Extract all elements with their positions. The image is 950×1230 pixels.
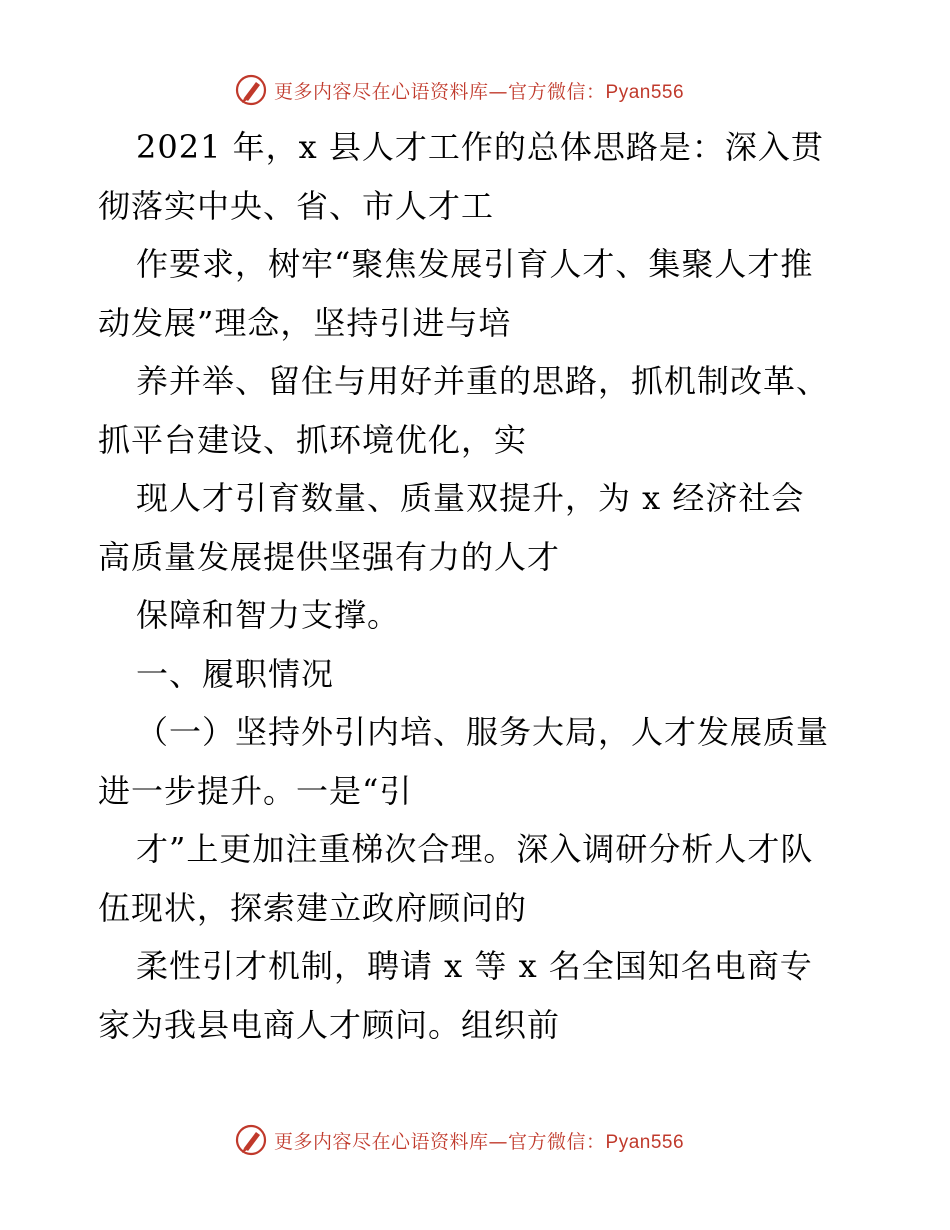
text-line: 彻落实中央、省、市人才工	[98, 186, 495, 225]
pen-logo-icon	[234, 1123, 268, 1157]
text-line: 一、履职情况	[136, 654, 335, 693]
text-line: 现人才引育数量、质量双提升，为 x 经济社会	[136, 479, 805, 517]
watermark-text: 更多内容尽在心语资料库—官方微信：Pyan556	[274, 80, 685, 103]
text-line: 进一步提升。一是“引	[98, 771, 413, 810]
text-line: 高质量发展提供坚强有力的人才	[98, 537, 561, 576]
text-line: 才”上更加注重梯次合理。深入调研分析人才队	[136, 830, 814, 868]
text-line: 动发展”理念，坚持引进与培	[98, 303, 512, 342]
text-line: 养并举、留住与用好并重的思路，抓机制改革、	[136, 362, 830, 400]
text-line: 家为我县电商人才顾问。组织前	[98, 1005, 561, 1044]
pen-logo-icon	[234, 73, 268, 107]
text-line: 2021 年，x 县人才工作的总体思路是：深入贯	[136, 128, 824, 166]
text-line: 伍现状，探索建立政府顾问的	[98, 888, 528, 927]
footer-watermark	[234, 1122, 684, 1158]
text-line: （一）坚持外引内培、服务大局，人才发展质量	[136, 713, 830, 751]
text-line: 柔性引才机制，聘请 x 等 x 名全国知名电商专	[136, 947, 813, 985]
watermark-text: 更多内容尽在心语资料库—官方微信：Pyan556	[274, 1130, 685, 1153]
text-line: 作要求，树牢“聚焦发展引育人才、集聚人才推	[136, 245, 814, 283]
header-watermark	[234, 72, 684, 108]
text-line: 抓平台建设、抓环境优化，实	[98, 420, 528, 459]
document-body	[98, 118, 858, 1054]
text-line: 保障和智力支撑。	[136, 596, 401, 634]
